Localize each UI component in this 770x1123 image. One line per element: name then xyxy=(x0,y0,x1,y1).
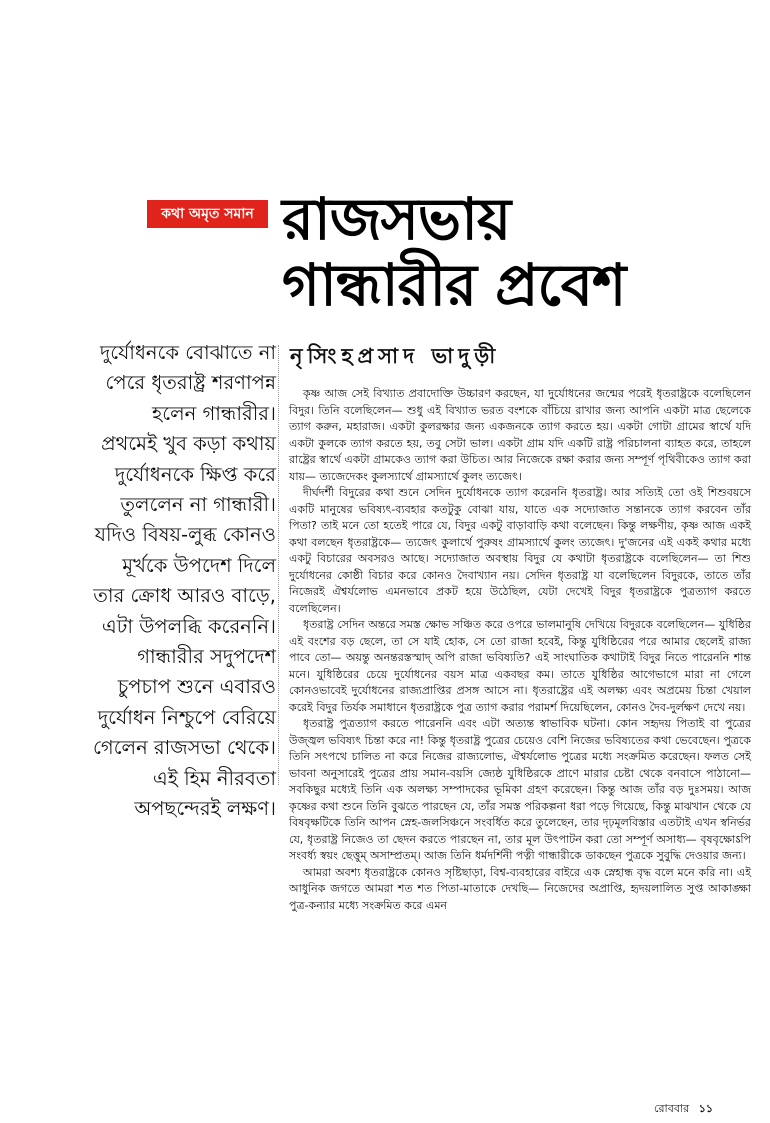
pull-quote-line: হলেন গান্ধারীর। xyxy=(152,401,276,425)
pull-quote-line: যদিও বিষয়-লুব্ধ কোনও xyxy=(94,523,276,547)
publication-name: রোববার xyxy=(654,1102,690,1115)
headline-line-2: গান্ধারীর প্রবেশ xyxy=(282,251,626,319)
pull-quote-line: দুর্যোধন নিশ্চুপে বেরিয়ে xyxy=(97,705,276,729)
body-paragraph: ধৃতরাষ্ট্র সেদিন অন্তরে সমস্ত ক্ষোভ সঞ্চিত করে ওপরে ভালমানুষি দেখিয়ে বিদুরকে বলেছিলেন— যুধিষ্ঠির এই বংশের বড় ছেলে, তা সে যাই হোক, সে তো রাজা হবেই, কিন্তু যুধিষ্ঠিরের পরে আমার ছেলেই রাজ্য পাবে তো— অয়ন্তু অনন্তরস্তস্মাদ্ অপি রাজা ভবিষ্যতি? এই সাংঘাতিক কথাটাই বিদুর নিতে পারেননি শান্ত মনে। যুধিষ্ঠিরের চেয়ে দুর্যোধনের বয়স মাত্র একবছর কম। তাতে যুধিষ্ঠির আগেভাগে মারা না গেলে কোনওভাবেই দুর্যোধনের রাজ্যপ্রাপ্তির প্রসঙ্গ আসে না। ধৃতরাষ্ট্রের এই অলক্ষ্য এবং অপ্রমেয় চিন্তা খেয়াল করেই বিদুর তির্যক সমাধানে ধৃতরাষ্ট্রকে পুত্র ত্যাগ করার পরামর্শ দিয়েছিলেন, কোনও দৈব-দুর্লক্ষণ দেখে নয়। xyxy=(289,618,751,714)
pull-quote-line: দুর্যোধনকে ক্ষিপ্ত করে xyxy=(114,462,276,486)
column-divider xyxy=(278,345,280,785)
pull-quote-line: পেরে ধৃতরাষ্ট্র শরণাপন্ন xyxy=(105,371,276,395)
pull-quote-line: গেলেন রাজসভা থেকে। xyxy=(93,736,276,760)
pull-quote-line: মূর্খকে উপদেশ দিলে xyxy=(122,553,276,577)
pull-quote-line: গান্ধারীর সদুপদেশ xyxy=(137,645,276,669)
article-body xyxy=(289,386,751,914)
body-paragraph: আমরা অবশ্য ধৃতরাষ্ট্রকে কোনও সৃষ্টিছাড়া, বিশ্ব-ব্যবহারের বাইরে এক স্নেহান্ধ বৃদ্ধ বলে মনে করি না। এই আধুনিক জগতে আমরা শত শত পিতা-মাতাকে দেখছি— নিজেদের অপ্রাপ্তি, হৃদয়লালিত সুপ্ত আকাঙ্ক্ষা পুত্র-কন্যার মধ্যে সংক্রমিত করে এমন xyxy=(289,865,751,912)
body-paragraph: কৃষ্ণ আজ সেই বিখ্যাত প্রবাদোক্তি উচ্চারণ করছেন, যা দুর্যোধনের জন্মের পরেই ধৃতরাষ্ট্রকে বলেছিলেন বিদুর। তিনি বলেছিলেন— শুধু এই বিখ্যাত ভরত বংশকে বাঁচিয়ে রাখার জন্য আপনি একটা মাত্র ছেলেকে ত্যাগ করুন, মহারাজ। একটা কুলরক্ষার জন্য একজনকে ত্যাগ করতে হয়। একটা গোটা গ্রামের স্বার্থে যদি একটা কুলকে ত্যাগ করতে হয়, তবু সেটা ভাল। একটা গ্রাম যদি একটি রাষ্ট্র পরিচালনা ব্যাহত করে, তাহলে রাষ্ট্রের স্বার্থে একটা গ্রামকেও ত্যাগ করা উচিত। আর নিজেকে রক্ষা করার জন্য সম্পূর্ণ পৃথিবীকেও ত্যাগ করা যায়— ত্যজেদেকং কুলস্যার্থে গ্রামস্যার্থে কুলং ত্যজেৎ। xyxy=(289,387,751,483)
pull-quote-line: এই হিম নীরবতা xyxy=(152,766,276,790)
body-paragraph: ধৃতরাষ্ট্র পুত্রত্যাগ করতে পারেননি এবং এটা অত্যন্ত স্বাভাবিক ঘটনা। কোন সহৃদয় পিতাই বা পুত্রের উজ্জ্বল ভবিষ্যৎ চিন্তা করে না! কিন্তু ধৃতরাষ্ট্র পুত্রের চেয়েও বেশি নিজের ভবিষ্যতের কথা ভেবেছেন। পুত্রকে তিনি সৎপথে চালিত না করে নিজের রাজ্যলোভ, ঐশ্বর্যলোভ পুত্রের মধ্যে সংক্রমিত করেছেন। ফলত সেই ভাবনা অনুসারেই পুত্রের প্রায় সমান-বয়সি জ্যেষ্ঠ যুধিষ্ঠিরকে প্রাণে মারার চেষ্টা থেকে বনবাসে পাঠানো— সবকিছুর মধ্যেই তিনি এক অলক্ষ্য সম্পাদকের ভূমিকা গ্রহণ করেছেন। কিন্তু আজ তাঁর বড় দুঃসময়। আজ কৃষ্ণের কথা শুনে তিনি বুঝতে পারছেন যে, তাঁর সমস্ত পরিকল্পনা ধরা পড়ে গিয়েছে, কিন্তু মাঝখান থেকে যে বিষবৃক্ষটিকে তিনি আপন স্নেহ-জলসিঞ্চনে সংবর্ধিত করে তুলেছেন, তার দৃঢ়মূলবিস্তার এতটাই এখন স্বনির্ভর যে, ধৃতরাষ্ট্র নিজেও তা ছেদন করতে পারছেন না, তার মূল উৎপাটন করা তো সম্পূর্ণ অসাধ্য— বৃষবৃক্ষোऽপি সংবর্ধ্য স্বয়ং ছেত্তুম্ অসাম্প্রতম্। আজ তিনি ধর্মদর্শিনী পত্নী গান্ধারীকে ডাকছেন পুত্রকে সুবুদ্ধি দেওয়ার জন্য। xyxy=(289,717,751,862)
body-paragraph: দীর্ঘদর্শী বিদুরের কথা শুনে সেদিন দুর্যোধনকে ত্যাগ করেননি ধৃতরাষ্ট্র। আর সত্যিই তো ওই শিশুবয়সে একটি মানুষের ভবিষ্যৎ-ব্যবহার কতটুকু বোঝা যায়, যাতে এক সদ্যোজাত সন্তানকে ত্যাগ করবেন তাঁর পিতা? তাই মনে তো হতেই পারে যে, বিদুর একটু বাড়াবাড়ি কথা বলেছেন। কিন্তু লক্ষণীয়, কৃষ্ণ আজ একই কথা বলছেন ধৃতরাষ্ট্রকে— ত্যজেৎ কুলার্থে পুরুষং গ্রামস্যার্থে কুলং ত্যজেৎ। দু'জনের এই একই কথার মধ্যে একটু বিচারের অবসরও আছে। সদ্যোজাত অবস্থায় বিদুর যে কথাটা ধৃতরাষ্ট্রকে বলেছিলেন— তা শিশু দুর্যোধনের কোষ্ঠী বিচার করে কোনও দৈবাখ্যান নয়। সেদিন ধৃতরাষ্ট্র যা বলেছিলেন বিদুরকে, তাতে তাঁর নিজেরই ঐশ্বর্যলোভ এমনভাবে প্রকট হয়ে উঠেছিল, যেটা দেখেই বিদুর ধৃতরাষ্ট্রকে পুত্রত্যাগ করতে বলেছিলেন। xyxy=(289,486,751,615)
section-tag: কথা অমৃত সমান xyxy=(147,200,268,228)
headline-line-1: রাজসভায় xyxy=(282,185,511,253)
pull-quote-line: দুর্যোধনকে বোঝাতে না xyxy=(99,341,276,364)
pull-quote-line: তার ক্রোধ আরও বাড়ে, xyxy=(93,584,276,608)
page-number: ১১ xyxy=(698,1102,713,1115)
headline xyxy=(282,186,752,318)
pull-quote xyxy=(58,338,276,825)
pull-quote-line: এটা উপলব্ধি করেননি। xyxy=(101,614,276,638)
pull-quote-line: চুপচাপ শুনে এবারও xyxy=(117,675,276,699)
byline: নৃসিংহপ্রসাদ ভাদুড়ী xyxy=(290,344,501,368)
pull-quote-line: অপছন্দেরই লক্ষণ। xyxy=(134,797,276,821)
page-footer xyxy=(654,1100,713,1119)
pull-quote-line: প্রথমেই খুব কড়া কথায় xyxy=(101,432,276,456)
pull-quote-line: তুললেন না গান্ধারী। xyxy=(120,493,276,517)
